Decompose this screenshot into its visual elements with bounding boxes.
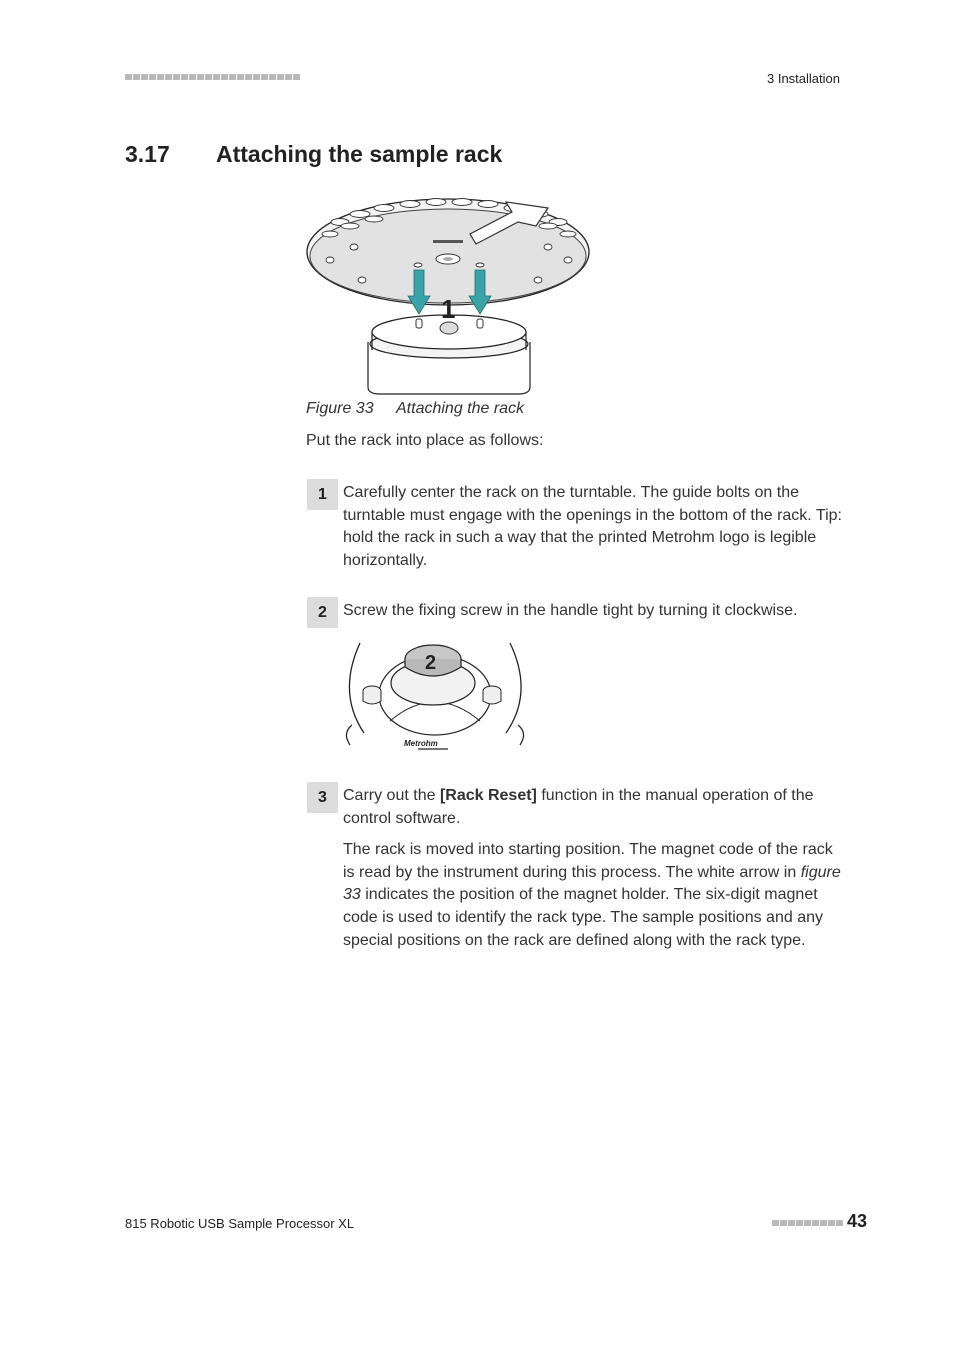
step-3-note-after: indicates the position of the magnet holder. The six-digit magnet code is used to identify the rack type. The sample positions and any special positions on the rack are defined along with the rack type. (343, 886, 823, 949)
header-decoration (125, 74, 300, 80)
metrohm-logo: Metrohm (404, 739, 438, 748)
step-number-3: 3 (307, 782, 338, 813)
step-text-3 (343, 785, 843, 830)
section-number: 3.17 (125, 141, 170, 167)
intro-text: Put the rack into place as follows: (306, 432, 544, 449)
step-3-text-after: function in the manual operation of the control software. (343, 787, 814, 827)
figure-callout-1: 1 (441, 294, 456, 324)
step-3-text-before: Carry out the (343, 787, 440, 804)
step-text-2: Screw the fixing screw in the handle tight by turning it clockwise. (343, 602, 798, 619)
footer-decoration (772, 1220, 843, 1226)
figure-33-reference[interactable]: figure 33 (343, 863, 841, 904)
step-3-note (343, 839, 843, 953)
step-text-1: Carefully center the rack on the turntable. The guide bolts on the turntable must engage with the openings in the bottom of the rack. Tip: hold the rack in such a way that the printed Metrohm logo is legible horizontally. (343, 484, 842, 570)
header-section: 3 Installation (767, 71, 840, 86)
step-3-note-before: The rack is moved into starting position. The magnet code of the rack is read by the instrument during this process. The white arrow in (343, 841, 833, 881)
step-number-1: 1 (307, 479, 338, 510)
figure-caption-text: Attaching the rack (396, 400, 525, 417)
section-title: Attaching the sample rack (216, 141, 503, 167)
footer-product: 815 Robotic USB Sample Processor XL (125, 1216, 355, 1231)
rack-reset-label: [Rack Reset] (439, 787, 537, 804)
fixing-screw-illustration (342, 633, 528, 753)
step-2-callout: 2 (425, 652, 437, 674)
page-number: 43 (846, 1211, 867, 1231)
figure-caption (306, 400, 524, 418)
step-number-2: 2 (307, 597, 338, 628)
figure-label: Figure 33 (306, 400, 374, 417)
rack-attachment-illustration (300, 192, 600, 397)
